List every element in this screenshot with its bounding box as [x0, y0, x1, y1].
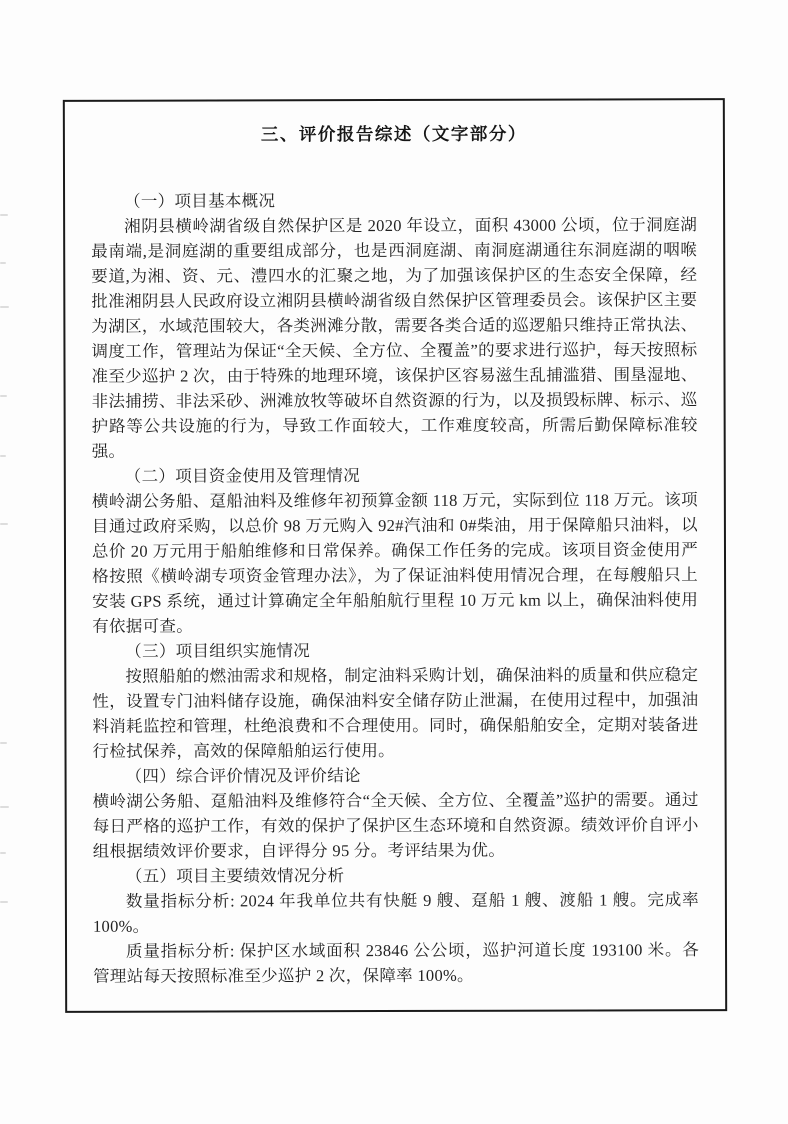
scan-artifact — [0, 455, 6, 457]
scan-artifact — [0, 852, 6, 854]
section-5-body-quality: 质量指标分析: 保护区水域面积 23846 公公顷，巡护河道长度 193100 米。各管理站每天按照标准至少巡护 2 次，保障率 100%。 — [93, 940, 700, 986]
scan-artifact — [0, 806, 9, 808]
scan-artifact — [0, 306, 9, 308]
section-3-heading: （三）项目组织实施情况 — [125, 641, 311, 661]
scan-artifact — [0, 395, 7, 397]
report-border-frame — [63, 98, 727, 1013]
scan-artifact — [0, 901, 8, 903]
scan-artifact — [0, 262, 6, 264]
section-3-body: 按照船舶的燃油需求和规格，制定油料采购计划，确保油料的质量和供应稳定性，设置专门油料储存设施，确保油料安全储存防止泄漏，在使用过程中，加强油料消耗监控和管理，杜绝浪费和不合理使用。同时，确保船舶安全，定期对装备进行检拭保养，高效的保障船舶运行使用。 — [92, 665, 699, 761]
section-5-body-quantity: 数量指标分析: 2024 年我单位共有快艇 9 艘、趸船 1 艘、渡船 1 艘。完成率 100%。 — [92, 890, 699, 936]
section-4-heading: （四）综合评价情况及评价结论 — [125, 766, 361, 786]
section-4-body: 横岭湖公务船、趸船油料及维修符合“全天候、全方位、全覆盖”巡护的需要。通过每日严格的巡护工作，有效的保护了保护区生态环境和自然资源。绩效评价自评小组根据绩效评价要求，自评得分 95 分。考评结果为优。 — [92, 790, 699, 861]
section-1-heading: （一）项目基本概况 — [124, 191, 276, 211]
report-title: 三、评价报告综述（文字部分） — [260, 123, 527, 145]
scan-artifact — [0, 214, 8, 216]
section-2-body: 横岭湖公务船、趸船油料及维修年初预算金额 118 万元，实际到位 118 万元。该项目通过政府采购，以总价 98 万元购入 92#汽油和 0#柴油，用于保障船只油料，以总价 20 万元用于船舶维修和日常保养。确保工作任务的完成。该项目资金使用严格按照《横岭湖专项资金管理办法》，为了保证油料使用情况合理，在每艘船只上安装 GPS 系统，通过计算确定全年船舶航行里程 10 万元 km 以上，确保油料使用有依据可查。 — [91, 490, 699, 636]
section-5-heading: （五）项目主要绩效情况分析 — [125, 866, 345, 886]
section-2-heading: （二）项目资金使用及管理情况 — [124, 466, 361, 486]
section-1-body: 湘阴县横岭湖省级自然保护区是 2020 年设立，面积 43000 公顷，位于洞庭湖最南端,是洞庭湖的重要组成部分，也是西洞庭湖、南洞庭湖通往东洞庭湖的咽喉要道,为湘、资、元、澧四水的汇聚之地，为了加强该保护区的生态安全保障，经批准湘阴县人民政府设立湘阴县横岭湖省级自然保护区管理委员会。该保护区主要为湖区，水域范围较大，各类洲滩分散，需要各类合适的巡逻船只维持正常执法、调度工作，管理站为保证“全天候、全方位、全覆盖”的要求进行巡护，每天按照标准至少巡护 2 次，由于特殊的地理环境，该保护区容易滋生乱捕滥猎、围垦湿地、非法捕捞、非法采砂、洲滩放牧等破坏自然资源的行为，以及损毁标牌、标示、巡护路等公共设施的行为，导致工作面较大，工作难度较高，所需后勤保障标准较强。 — [91, 215, 698, 461]
scan-artifact — [0, 742, 7, 744]
scan-artifact — [0, 523, 8, 525]
